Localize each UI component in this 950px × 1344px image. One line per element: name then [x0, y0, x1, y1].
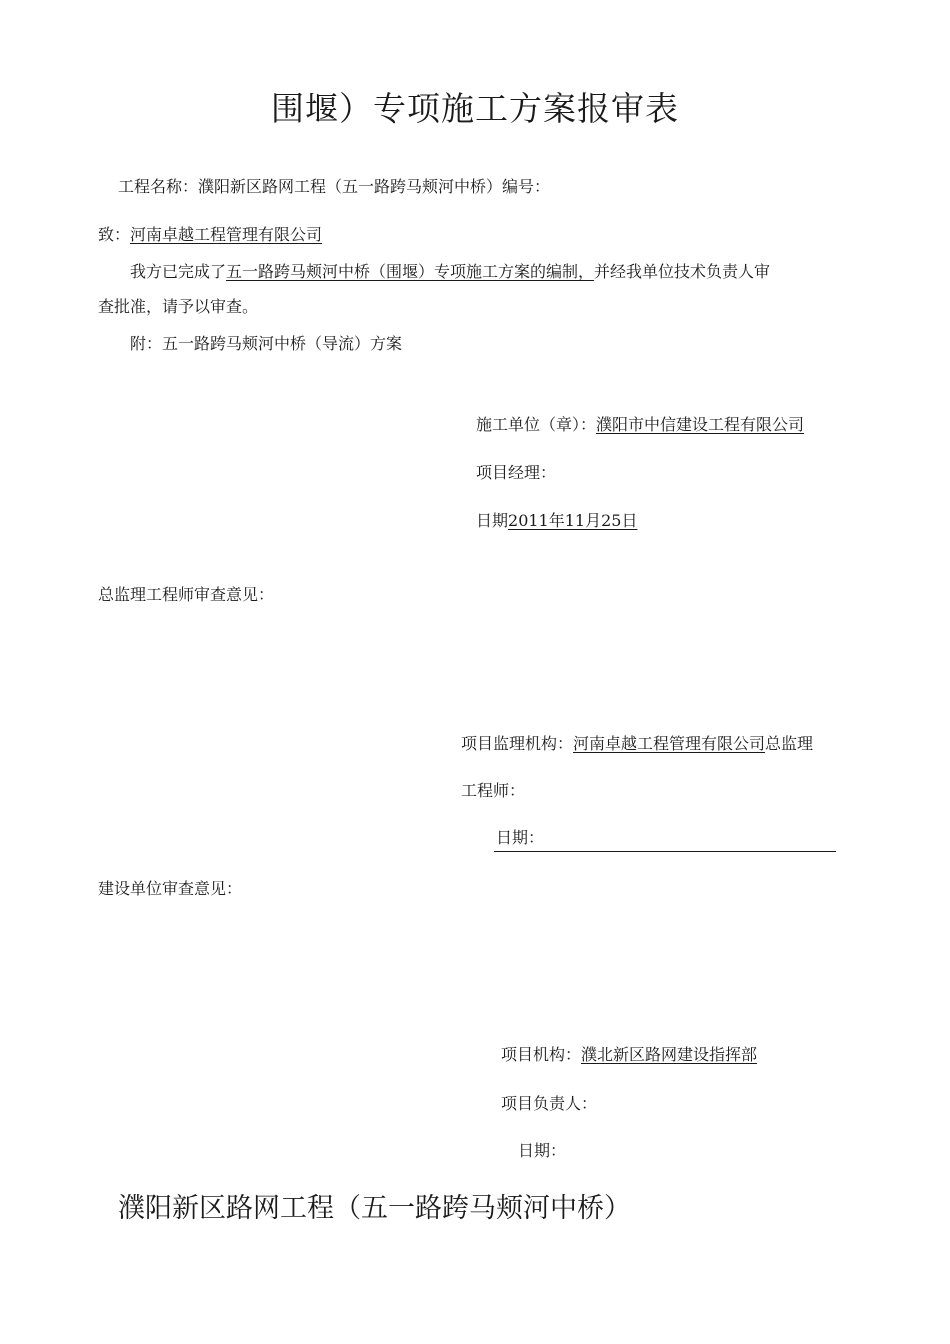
contractor-unit-label: 施工单位（章）： [476, 415, 597, 434]
owner-opinion-label: 建设单位审查意见： [98, 879, 243, 898]
supervisor-org-name: 河南卓越工程管理有限公司 [573, 734, 766, 753]
project-line [118, 176, 550, 198]
chief-engineer-label-b: 工程师： [461, 781, 526, 800]
project-manager-label: 项目经理： [476, 463, 557, 482]
body-suffix: 并经我单位技术负责人审 [594, 262, 771, 281]
owner-org-name: 濮北新区路网建设指挥部 [581, 1045, 758, 1064]
project-name: 濮阳新区路网工程（五一路跨马颊河中桥） [198, 177, 503, 196]
supervisor-org-label: 项目监理机构： [461, 734, 574, 753]
document-title: 围堰）专项施工方案报审表 [271, 89, 679, 128]
owner-date-label: 日期： [518, 1141, 567, 1160]
footer-project-name: 濮阳新区路网工程（五一路跨马颊河中桥） [118, 1193, 631, 1224]
contractor-date-label: 日期 [476, 511, 509, 530]
body-line-2: 查批准，请予以审查。 [98, 297, 259, 316]
contractor-unit-line [476, 414, 804, 436]
attachment-line: 附：五一路跨马颊河中桥（导流）方案 [130, 334, 403, 353]
body-prefix: 我方已完成了 [130, 262, 227, 281]
contractor-date-line [476, 510, 637, 532]
recipient-line [98, 224, 322, 246]
project-name-label: 工程名称： [118, 177, 199, 196]
plan-name: 五一路跨马颊河中桥（围堰）专项施工方案的编制， [226, 262, 595, 281]
body-line-1 [130, 261, 770, 283]
recipient-name: 河南卓越工程管理有限公司 [130, 225, 323, 244]
recipient-label: 致： [98, 225, 131, 244]
owner-org-line [501, 1044, 757, 1066]
contractor-date-value: 2011年11月25日 [508, 511, 638, 530]
owner-leader-label: 项目负责人： [501, 1094, 598, 1113]
chief-engineer-label-a: 总监理 [765, 734, 814, 753]
owner-org-label: 项目机构： [501, 1045, 582, 1064]
supervisor-org-line [461, 733, 813, 755]
contractor-unit-name: 濮阳市中信建设工程有限公司 [596, 415, 805, 434]
project-number-label: 编号： [502, 177, 551, 196]
supervisor-date-label: 日期： [496, 828, 545, 847]
supervisor-opinion-label: 总监理工程师审查意见： [98, 585, 275, 604]
signature-divider [494, 851, 836, 852]
